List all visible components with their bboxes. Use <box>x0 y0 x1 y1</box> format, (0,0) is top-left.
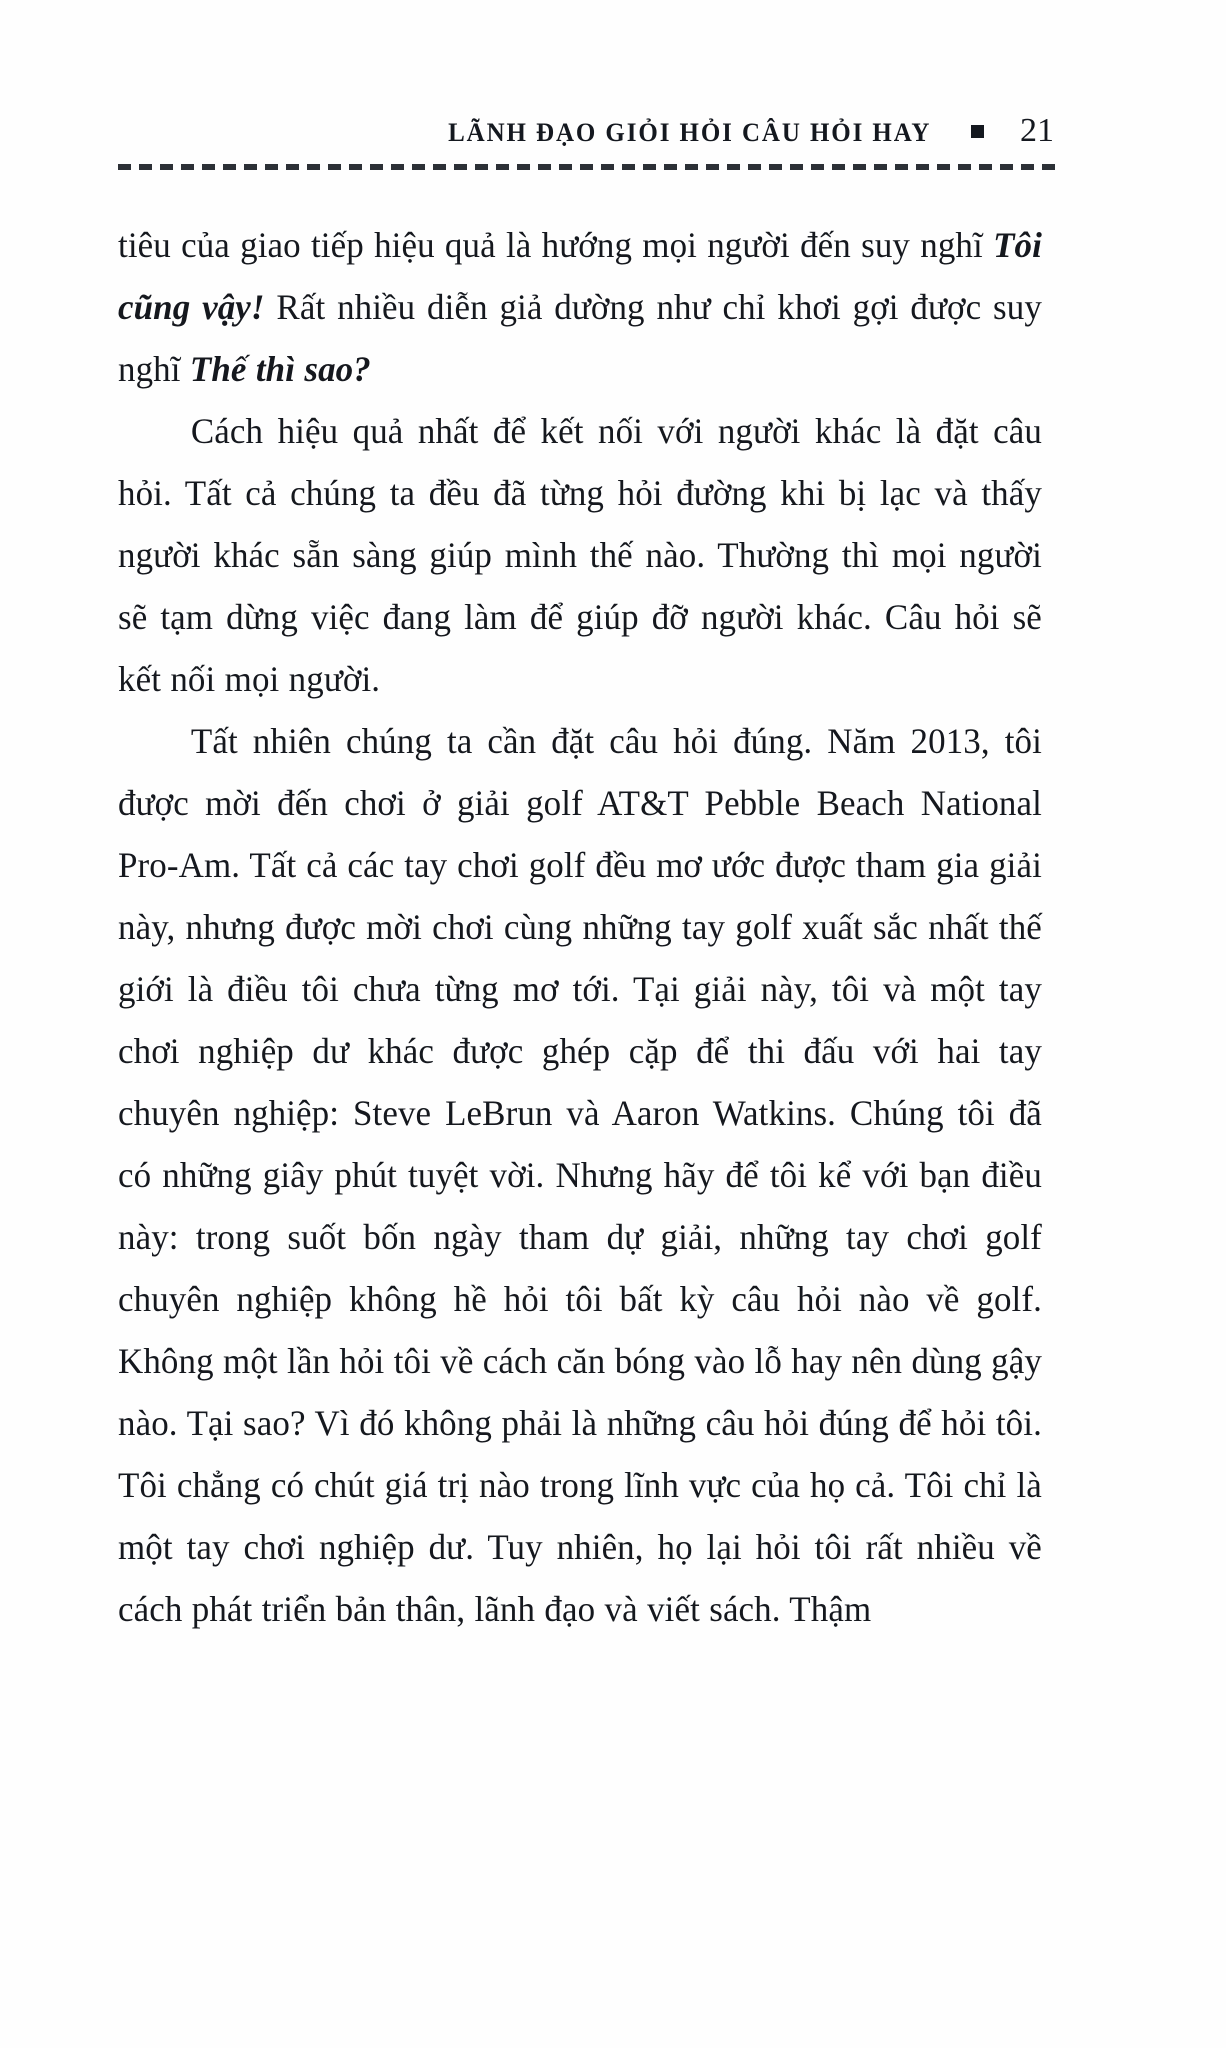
paragraph-connect <box>118 400 1042 710</box>
dashed-rule-line <box>118 164 1056 170</box>
square-bullet-icon <box>971 125 984 138</box>
paragraph-continued-run-2: Rất nhiều diễn giả dường như chỉ khơi gợi được suy nghĩ <box>118 287 1042 389</box>
paragraph-golf-run-0: Tất nhiên chúng ta cần đặt câu hỏi đúng. Năm 2013, tôi được mời đến chơi ở giải golf AT&T Pebble Beach National Pro-Am. Tất cả các tay chơi golf đều mơ ước được tham gia giải này, nhưng được mời chơi cùng những tay golf xuất sắc nhất thế giới là điều tôi chưa từng mơ tới. Tại giải này, tôi và một tay chơi nghiệp dư khác được ghép cặp để thi đấu với hai tay chuyên nghiệp: Steve LeBrun và Aaron Watkins. Chúng tôi đã có những giây phút tuyệt vời. Nhưng hãy để tôi kể với bạn điều này: trong suốt bốn ngày tham dự giải, những tay chơi golf chuyên nghiệp không hề hỏi tôi bất kỳ câu hỏi nào về golf. Không một lần hỏi tôi về cách căn bóng vào lỗ hay nên dùng gậy nào. Tại sao? Vì đó không phải là những câu hỏi đúng để hỏi tôi. Tôi chẳng có chút giá trị nào trong lĩnh vực của họ cả. Tôi chỉ là một tay chơi nghiệp dư. Tuy nhiên, họ lại hỏi tôi rất nhiều về cách phát triển bản thân, lãnh đạo và viết sách. Thậm <box>118 721 1042 1629</box>
header-divider <box>118 164 1056 178</box>
running-header <box>118 112 1056 158</box>
page-number: 21 <box>1020 112 1054 149</box>
paragraph-continued-run-1: Tôi cũng vậy! <box>118 225 1042 327</box>
paragraph-connect-run-0: Cách hiệu quả nhất để kết nối với người khác là đặt câu hỏi. Tất cả chúng ta đều đã từng hỏi đường khi bị lạc và thấy người khác sẵn sàng giúp mình thế nào. Thường thì mọi người sẽ tạm dừng việc đang làm để giúp đỡ người khác. Câu hỏi sẽ kết nối mọi người. <box>118 411 1042 699</box>
body-copy <box>118 214 1056 1640</box>
running-header-title: LÃNH ĐẠO GIỎI HỎI CÂU HỎI HAY <box>447 118 931 147</box>
page-content-column <box>118 0 1056 1640</box>
paragraph-continued-run-3: Thế thì sao? <box>189 349 371 389</box>
paragraph-continued <box>118 214 1042 400</box>
paragraph-continued-run-0: tiêu của giao tiếp hiệu quả là hướng mọi người đến suy nghĩ <box>118 225 994 265</box>
paragraph-golf <box>118 710 1042 1640</box>
